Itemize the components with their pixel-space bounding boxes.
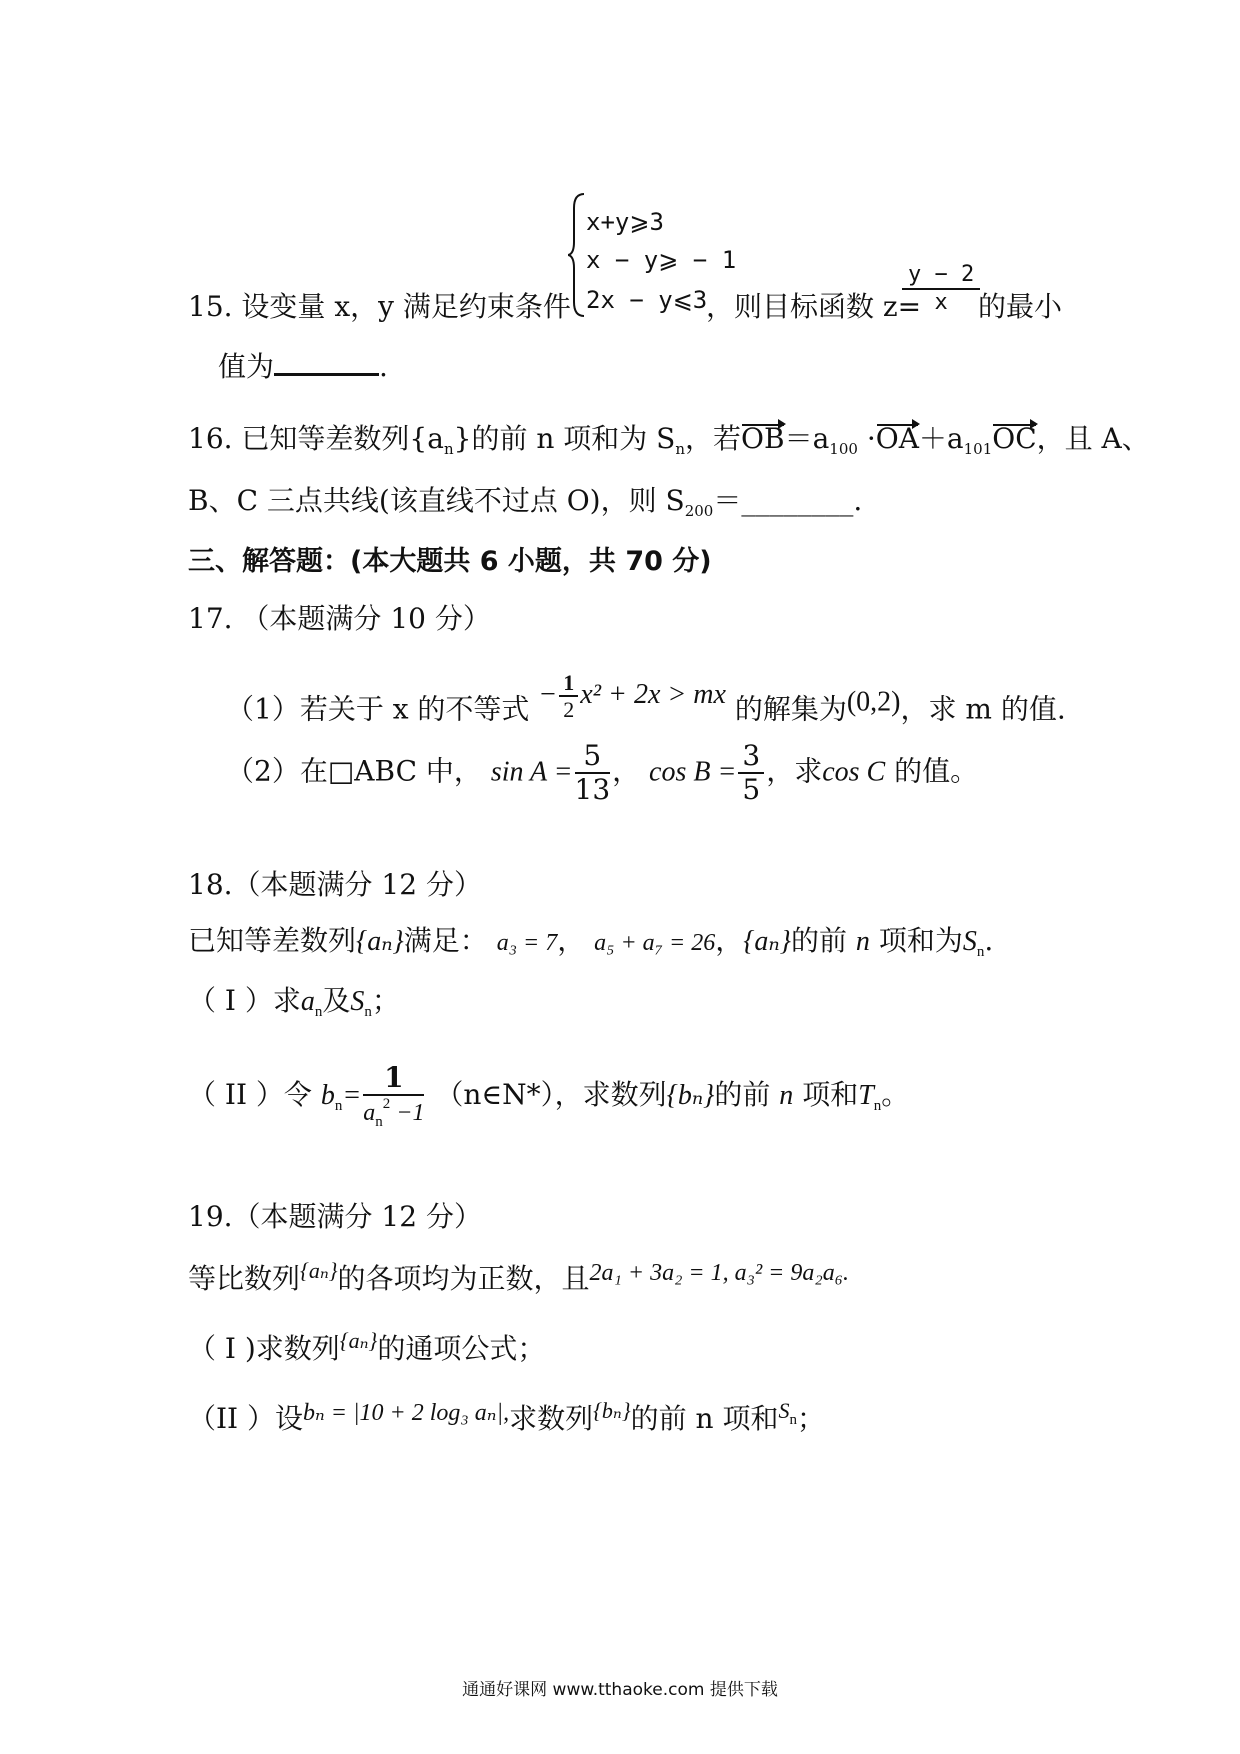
q15-line2-end: . xyxy=(379,350,388,383)
q18-cond-1: a₃ = 7 xyxy=(496,930,558,956)
q19-p2-end: ； xyxy=(796,1402,825,1435)
q15-suffix: 的最小 xyxy=(978,290,1063,323)
q18-text-c: 的前 xyxy=(790,924,847,957)
q17-part1 xyxy=(226,670,1066,726)
q17-p1-text-a: （1）若关于 x 的不等式 xyxy=(226,692,530,726)
q19-p1-text-b: 的通项公式； xyxy=(377,1332,546,1365)
section-3-heading: 三、解答题：(本大题共 6 小题，共 70 分) xyxy=(188,546,712,577)
q16-sub101: 101 xyxy=(963,440,993,458)
q19-seq-a: {aₙ} xyxy=(300,1258,338,1283)
q16-text-e: B、C 三点共线(该直线不过点 O)，则 S xyxy=(188,484,685,517)
q19-p2-text-b: 求数列 xyxy=(509,1402,594,1435)
constraint-3: 2x − y⩽3 xyxy=(586,286,708,314)
q18-p2-text-c: 项和 xyxy=(802,1078,859,1112)
q15-frac-den: x xyxy=(934,290,948,316)
q16-eq: ＝a xyxy=(784,422,830,455)
q15-fraction xyxy=(902,262,980,317)
q19-line1 xyxy=(188,1258,849,1296)
q18-text-b: 满足： xyxy=(403,924,488,957)
q19-p2-text-a: （II ）设 xyxy=(188,1402,304,1435)
q19-text-b: 的各项均为正数，且 xyxy=(337,1262,590,1295)
brace-icon xyxy=(568,190,588,320)
q17-title: 17. （本题满分 10 分） xyxy=(188,602,491,635)
q16-text-f: ＝________. xyxy=(713,484,863,517)
q18-seq-a: {aₙ} xyxy=(356,926,404,957)
q19-text-a: 等比数列 xyxy=(188,1262,301,1295)
q17-cosB-frac xyxy=(738,740,764,806)
q16-sub100: 100 xyxy=(829,440,858,458)
q16-line2 xyxy=(188,484,862,520)
q16-text-c: ，若 xyxy=(685,422,742,455)
q17-p1-text-b: 的解集为 xyxy=(734,692,847,726)
q17-p2-text-b: ，求 xyxy=(766,754,823,788)
q18-bn-frac: $\frac{1}{a_n^2 -1}$ xyxy=(363,1061,425,1131)
q18-p1-text-b: 及 xyxy=(322,984,351,1017)
answer-blank xyxy=(274,351,379,376)
q18-p1-text-a: （ I ）求 xyxy=(188,984,301,1017)
q19-part1 xyxy=(188,1328,545,1366)
q17-ineq-tail: x² + 2x > mx xyxy=(580,678,726,710)
q18-cond-2: a₅ + a₇ = 26 xyxy=(594,930,716,956)
q18-part2: （ II ）令 $b_n=$ $\frac{1}{a_n^2 -1}$ （n∈N*），求数列{bₙ}的前 n 项和$T_n$。 xyxy=(188,1061,910,1131)
q17-cosB-den: 5 xyxy=(742,773,761,807)
q17-cosC: cos C xyxy=(822,756,886,788)
vector-oa: OA xyxy=(875,422,919,455)
q19-seq-b: {aₙ} xyxy=(339,1328,378,1353)
q19-title: 19.（本题满分 12 分） xyxy=(188,1200,482,1233)
q16-sub200: 200 xyxy=(684,502,714,520)
q15-line1 xyxy=(188,290,571,324)
q17-p2-text-a: （2）在□ABC 中， xyxy=(226,754,482,788)
q18-p2-text-a: （ II ）令 xyxy=(188,1078,312,1112)
q16-text-a: 16. 已知等差数列{a xyxy=(188,422,444,455)
page-footer: 通通好课网 www.tthaoke.com 提供下载 xyxy=(462,1680,778,1700)
q15-line2-text: 值为 xyxy=(218,350,275,383)
q18-seq-b-n: {bₙ} xyxy=(666,1080,715,1112)
q19-seq-bn: {bₙ} xyxy=(593,1398,631,1423)
q18-seq-b: {aₙ} xyxy=(743,926,791,957)
q19-part2: （II ）设bₙ = |10 + 2 log₃ aₙ|,求数列$^{\{b_n\}}$的前 n 项和$^{S_n}$； xyxy=(188,1398,825,1435)
q19-p1-text-a: （ I )求数列 xyxy=(188,1332,340,1365)
q17-part2: （2）在□ABC 中， sin A = $\frac{5}{13}$ ， cos B = $\frac{3}{5}$ ，求cos C 的值。 xyxy=(226,739,979,807)
q16-line1: 16. 已知等差数列$\{a_n\}$的前 n 项和为 $S_n$，若$OB=a_{100} \cdot OA+a_{101}OC$，且 A、 xyxy=(188,422,1150,458)
q18-part1: （ I ）求$a_n$及$S_n$； xyxy=(188,984,400,1020)
q17-interval: (0,2) xyxy=(846,686,901,718)
constraint-2: x − y⩾ − 1 xyxy=(586,246,737,274)
q17-cosB-num: 3 xyxy=(738,740,764,774)
q15-line2 xyxy=(218,350,388,384)
q18-text-a: 已知等差数列 xyxy=(188,924,357,957)
vector-oc: OC xyxy=(992,422,1037,455)
q15-line1-tail xyxy=(706,290,921,324)
q16-text-d: ，且 A、 xyxy=(1036,422,1150,455)
q18-p2-text-b: 的前 xyxy=(714,1078,771,1112)
q18-bn-num: 1 xyxy=(363,1062,424,1096)
q17-p2-text-c: 的值。 xyxy=(894,754,979,788)
q15-mid: ，则目标函数 z= xyxy=(706,290,922,323)
q18-title: 18.（本题满分 12 分） xyxy=(188,868,482,901)
q16-plus: ＋a xyxy=(918,422,964,455)
q16-text-b: }的前 n 项和为 S xyxy=(453,422,676,455)
q15-frac-num: y − 2 xyxy=(902,262,980,290)
q18-line1: 已知等差数列{aₙ}满足： a₃ = 7， a₅ + a₇ = 26，{aₙ}的前 n 项和为$S_n$. xyxy=(188,924,994,960)
q19-equation: 2a₁ + 3a₂ = 1, a₃² = 9a₂a₆. xyxy=(589,1260,850,1286)
q18-text-d: 项和为 xyxy=(878,924,963,957)
constraint-1: x+y⩾3 xyxy=(586,208,664,236)
q19-p2-text-c: 的前 n 项和 xyxy=(630,1402,779,1435)
q15-prefix: 15. 设变量 x，y 满足约束条件 xyxy=(188,290,571,323)
q17-sinA-frac xyxy=(575,740,611,806)
q17-sinA-den: 13 xyxy=(574,773,611,807)
q18-p2-cond: （n∈N*），求数列 xyxy=(435,1078,667,1112)
q17-sinA: sin A = xyxy=(490,756,573,788)
q17-inequality: − $\frac{1}{2}$ x² + 2x > mx xyxy=(538,670,726,723)
q17-sinA-num: 5 xyxy=(575,740,611,774)
q17-cosB: cos B = xyxy=(649,756,737,788)
q17-p1-text-c: ，求 m 的值. xyxy=(900,692,1066,726)
q19-bn-def: bₙ = |10 + 2 log₃ aₙ|, xyxy=(303,1400,510,1426)
vector-ob: OB xyxy=(741,422,785,455)
